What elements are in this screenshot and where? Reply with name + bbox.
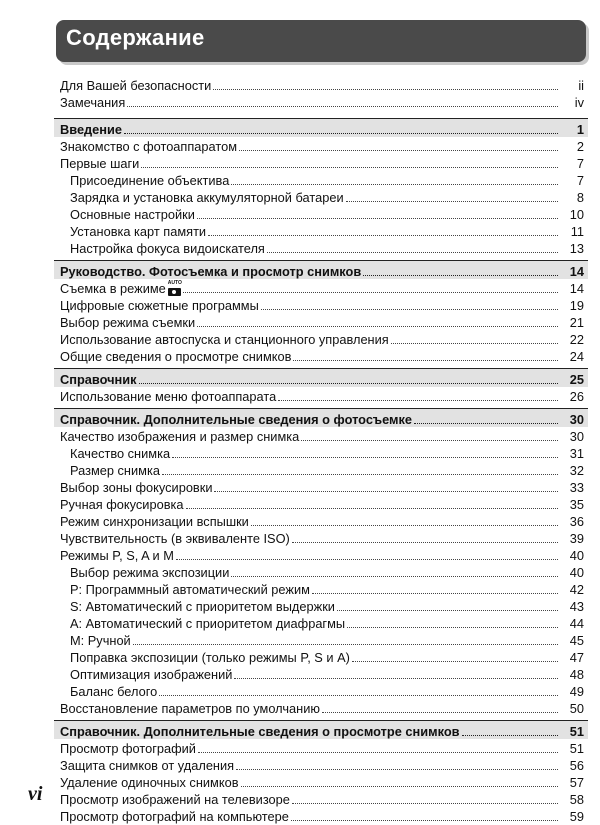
toc-entry[interactable] bbox=[54, 756, 588, 773]
dot-leader bbox=[231, 183, 558, 185]
page-number: vi bbox=[28, 783, 43, 805]
toc-section-row[interactable] bbox=[54, 368, 588, 387]
dot-leader bbox=[176, 558, 558, 560]
dot-leader bbox=[363, 274, 558, 276]
toc-entry[interactable] bbox=[54, 154, 588, 171]
toc-section-row[interactable] bbox=[54, 260, 588, 279]
page-title: Содержание bbox=[66, 25, 205, 50]
dot-leader bbox=[172, 456, 558, 458]
toc-page-number: ii bbox=[578, 78, 584, 93]
toc-entry-title: Справочник. Дополнительные сведения о просмотре снимков bbox=[60, 724, 460, 739]
toc-entry[interactable] bbox=[54, 76, 588, 93]
toc-page-number: 36 bbox=[569, 514, 584, 529]
toc-entry-title: A: Автоматический с приоритетом диафрагмы bbox=[70, 616, 346, 631]
dot-leader bbox=[231, 575, 558, 577]
toc-entry-title: Знакомство с фотоаппаратом bbox=[60, 139, 237, 154]
toc-page-number: iv bbox=[574, 95, 584, 110]
toc-page-number: 40 bbox=[569, 548, 584, 563]
dot-leader bbox=[139, 382, 558, 384]
toc-entry[interactable] bbox=[54, 296, 588, 313]
toc-entry-title: Поправка экспозиции (только режимы P, S и A) bbox=[70, 650, 350, 665]
toc-entry-title: Ручная фокусировка bbox=[60, 497, 184, 512]
toc-entry[interactable] bbox=[54, 427, 588, 444]
toc-entry[interactable] bbox=[54, 279, 588, 296]
dot-leader bbox=[186, 507, 559, 509]
dot-leader bbox=[462, 734, 558, 736]
toc-entry[interactable] bbox=[54, 93, 588, 110]
toc-entry[interactable] bbox=[54, 495, 588, 512]
dot-leader bbox=[346, 200, 558, 202]
dot-leader bbox=[234, 677, 558, 679]
toc-entry[interactable] bbox=[54, 137, 588, 154]
toc-page-number: 59 bbox=[569, 809, 584, 824]
toc-section-row[interactable] bbox=[54, 118, 588, 137]
toc-page-number: 43 bbox=[569, 599, 584, 614]
dot-leader bbox=[236, 768, 558, 770]
toc-entry[interactable] bbox=[54, 790, 588, 807]
toc-page-number: 51 bbox=[569, 724, 584, 739]
toc-entry[interactable] bbox=[54, 631, 588, 648]
toc-entry-title: Использование меню фотоаппарата bbox=[60, 389, 277, 404]
dot-leader bbox=[213, 88, 558, 90]
dot-leader bbox=[127, 105, 558, 107]
toc-page-number: 11 bbox=[570, 224, 584, 239]
dot-leader bbox=[291, 819, 558, 821]
toc-entry-title: Зарядка и установка аккумуляторной батареи bbox=[70, 190, 344, 205]
toc-entry-title: P: Программный автоматический режим bbox=[70, 582, 310, 597]
toc-entry-title: Выбор режима экспозиции bbox=[70, 565, 230, 580]
auto-mode-icon bbox=[167, 280, 182, 296]
toc-entry-title: Выбор зоны фокусировки bbox=[60, 480, 213, 495]
toc-entry-title: Защита снимков от удаления bbox=[60, 758, 235, 773]
toc-entry[interactable] bbox=[54, 699, 588, 716]
dot-leader bbox=[293, 359, 558, 361]
toc-entry-title: Справочник. Дополнительные сведения о фотосъемке bbox=[60, 412, 413, 427]
dot-leader bbox=[292, 541, 558, 543]
toc-page-number: 45 bbox=[569, 633, 584, 648]
toc-page-number: 10 bbox=[569, 207, 584, 222]
toc-page-number: 39 bbox=[569, 531, 584, 546]
toc-page-number: 32 bbox=[569, 463, 584, 478]
toc-entry-title: Восстановление параметров по умолчанию bbox=[60, 701, 320, 716]
toc-entry[interactable] bbox=[54, 773, 588, 790]
dot-leader bbox=[414, 422, 558, 424]
toc-entry-title: M: Ручной bbox=[70, 633, 131, 648]
toc-page-number: 48 bbox=[569, 667, 584, 682]
toc-entry[interactable] bbox=[54, 529, 588, 546]
toc-entry[interactable] bbox=[54, 597, 588, 614]
toc-entry-title: Присоединение объектива bbox=[70, 173, 230, 188]
toc-entry[interactable] bbox=[54, 739, 588, 756]
toc-page-number: 51 bbox=[569, 741, 584, 756]
toc-page-number: 7 bbox=[576, 156, 584, 171]
toc-entry[interactable] bbox=[54, 205, 588, 222]
dot-leader bbox=[251, 524, 558, 526]
dot-leader bbox=[322, 711, 558, 713]
dot-leader bbox=[133, 643, 558, 645]
dot-leader bbox=[301, 439, 558, 441]
toc-entry-title: Выбор режима съемки bbox=[60, 315, 196, 330]
toc-entry-title: Просмотр фотографий bbox=[60, 741, 196, 756]
toc-entry[interactable] bbox=[54, 222, 588, 239]
toc-entry[interactable] bbox=[54, 512, 588, 529]
toc-entry[interactable] bbox=[54, 347, 588, 364]
toc-page-number: 24 bbox=[569, 349, 584, 364]
toc-entry[interactable] bbox=[54, 330, 588, 347]
toc-page-number: 47 bbox=[569, 650, 584, 665]
toc-entry[interactable] bbox=[54, 665, 588, 682]
dot-leader bbox=[337, 609, 558, 611]
toc-entry-title: Оптимизация изображений bbox=[70, 667, 233, 682]
dot-leader bbox=[292, 802, 558, 804]
dot-leader bbox=[352, 660, 558, 662]
toc-entry-title: Замечания bbox=[60, 95, 126, 110]
toc-entry[interactable] bbox=[54, 239, 588, 256]
toc-page-number: 57 bbox=[569, 775, 584, 790]
toc-entry-title: Руководство. Фотосъемка и просмотр снимков bbox=[60, 264, 362, 279]
toc-entry[interactable] bbox=[54, 478, 588, 495]
dot-leader bbox=[197, 325, 558, 327]
toc-entry-title: Общие сведения о просмотре снимков bbox=[60, 349, 292, 364]
toc-entry-title: Чувствительность (в эквиваленте ISO) bbox=[60, 531, 290, 546]
dot-leader bbox=[267, 251, 558, 253]
toc-page-number: 31 bbox=[569, 446, 584, 461]
dot-leader bbox=[162, 473, 558, 475]
toc-entry[interactable] bbox=[54, 387, 588, 404]
toc-entry[interactable] bbox=[54, 313, 588, 330]
toc-entry-title: Просмотр фотографий на компьютере bbox=[60, 809, 289, 824]
toc-entry-title: Размер снимка bbox=[70, 463, 160, 478]
toc-entry[interactable] bbox=[54, 563, 588, 580]
toc-page-number: 30 bbox=[569, 412, 584, 427]
toc-entry[interactable] bbox=[54, 648, 588, 665]
auto-mode-icon-text: AUTO bbox=[167, 280, 182, 286]
dot-leader bbox=[347, 626, 558, 628]
toc-page-number: 8 bbox=[576, 190, 584, 205]
toc-entry[interactable] bbox=[54, 682, 588, 699]
toc-page-number: 50 bbox=[569, 701, 584, 716]
toc-entry-title: Съемка в режиме bbox=[60, 281, 166, 296]
toc-page-number: 49 bbox=[569, 684, 584, 699]
toc-page-number: 30 bbox=[569, 429, 584, 444]
toc-entry-title: Справочник bbox=[60, 372, 137, 387]
toc-entry[interactable] bbox=[54, 546, 588, 563]
table-of-contents bbox=[54, 76, 588, 824]
dot-leader bbox=[183, 291, 558, 293]
toc-section-row[interactable] bbox=[54, 408, 588, 427]
toc-entry-title: Цифровые сюжетные программы bbox=[60, 298, 259, 313]
toc-page-number: 33 bbox=[569, 480, 584, 495]
toc-page-number: 13 bbox=[569, 241, 584, 256]
spacer bbox=[54, 110, 588, 114]
toc-entry[interactable] bbox=[54, 171, 588, 188]
toc-page-number: 25 bbox=[569, 372, 584, 387]
toc-page-number: 21 bbox=[569, 315, 584, 330]
toc-entry[interactable] bbox=[54, 188, 588, 205]
toc-section-row[interactable] bbox=[54, 720, 588, 739]
dot-leader bbox=[278, 399, 558, 401]
dot-leader bbox=[208, 234, 558, 236]
toc-entry-title: Основные настройки bbox=[70, 207, 195, 222]
toc-entry-title: Установка карт памяти bbox=[70, 224, 207, 239]
toc-entry-title: Удаление одиночных снимков bbox=[60, 775, 239, 790]
dot-leader bbox=[312, 592, 558, 594]
toc-entry[interactable] bbox=[54, 580, 588, 597]
toc-page-number: 14 bbox=[569, 281, 584, 296]
toc-entry-title: Качество снимка bbox=[70, 446, 171, 461]
dot-leader bbox=[197, 217, 558, 219]
toc-entry-title: Использование автоспуска и станционного управления bbox=[60, 332, 389, 347]
toc-page-number: 44 bbox=[569, 616, 584, 631]
dot-leader bbox=[214, 490, 558, 492]
toc-page-number: 42 bbox=[569, 582, 584, 597]
dot-leader bbox=[239, 149, 558, 151]
toc-page-number: 14 bbox=[569, 264, 584, 279]
toc-page-number: 35 bbox=[569, 497, 584, 512]
toc-entry-title: Просмотр изображений на телевизоре bbox=[60, 792, 290, 807]
toc-entry-title: Качество изображения и размер снимка bbox=[60, 429, 300, 444]
toc-entry-title: Режимы P, S, A и M bbox=[60, 548, 174, 563]
toc-page-number: 2 bbox=[576, 139, 584, 154]
toc-page-number: 1 bbox=[576, 122, 584, 137]
toc-page-number: 22 bbox=[569, 332, 584, 347]
toc-entry[interactable] bbox=[54, 461, 588, 478]
toc-page-number: 56 bbox=[569, 758, 584, 773]
toc-page-number: 40 bbox=[569, 565, 584, 580]
toc-entry-title: S: Автоматический с приоритетом выдержки bbox=[70, 599, 335, 614]
dot-leader bbox=[141, 166, 558, 168]
toc-entry[interactable] bbox=[54, 444, 588, 461]
toc-page-number: 19 bbox=[569, 298, 584, 313]
toc-page-number: 7 bbox=[576, 173, 584, 188]
toc-page-number: 58 bbox=[569, 792, 584, 807]
camera-icon bbox=[168, 288, 181, 296]
toc-entry-title: Первые шаги bbox=[60, 156, 140, 171]
toc-entry-title: Введение bbox=[60, 122, 123, 137]
dot-leader bbox=[241, 785, 559, 787]
toc-entry[interactable] bbox=[54, 614, 588, 631]
toc-header bbox=[56, 20, 586, 62]
toc-entry-title: Режим синхронизации вспышки bbox=[60, 514, 249, 529]
dot-leader bbox=[391, 342, 558, 344]
toc-entry-title: Для Вашей безопасности bbox=[60, 78, 212, 93]
dot-leader bbox=[198, 751, 558, 753]
dot-leader bbox=[261, 308, 558, 310]
toc-entry-title: Настройка фокуса видоискателя bbox=[70, 241, 265, 256]
toc-entry[interactable] bbox=[54, 807, 588, 824]
dot-leader bbox=[159, 694, 558, 696]
toc-page-number: 26 bbox=[569, 389, 584, 404]
toc-entry-title: Баланс белого bbox=[70, 684, 158, 699]
dot-leader bbox=[124, 132, 558, 134]
